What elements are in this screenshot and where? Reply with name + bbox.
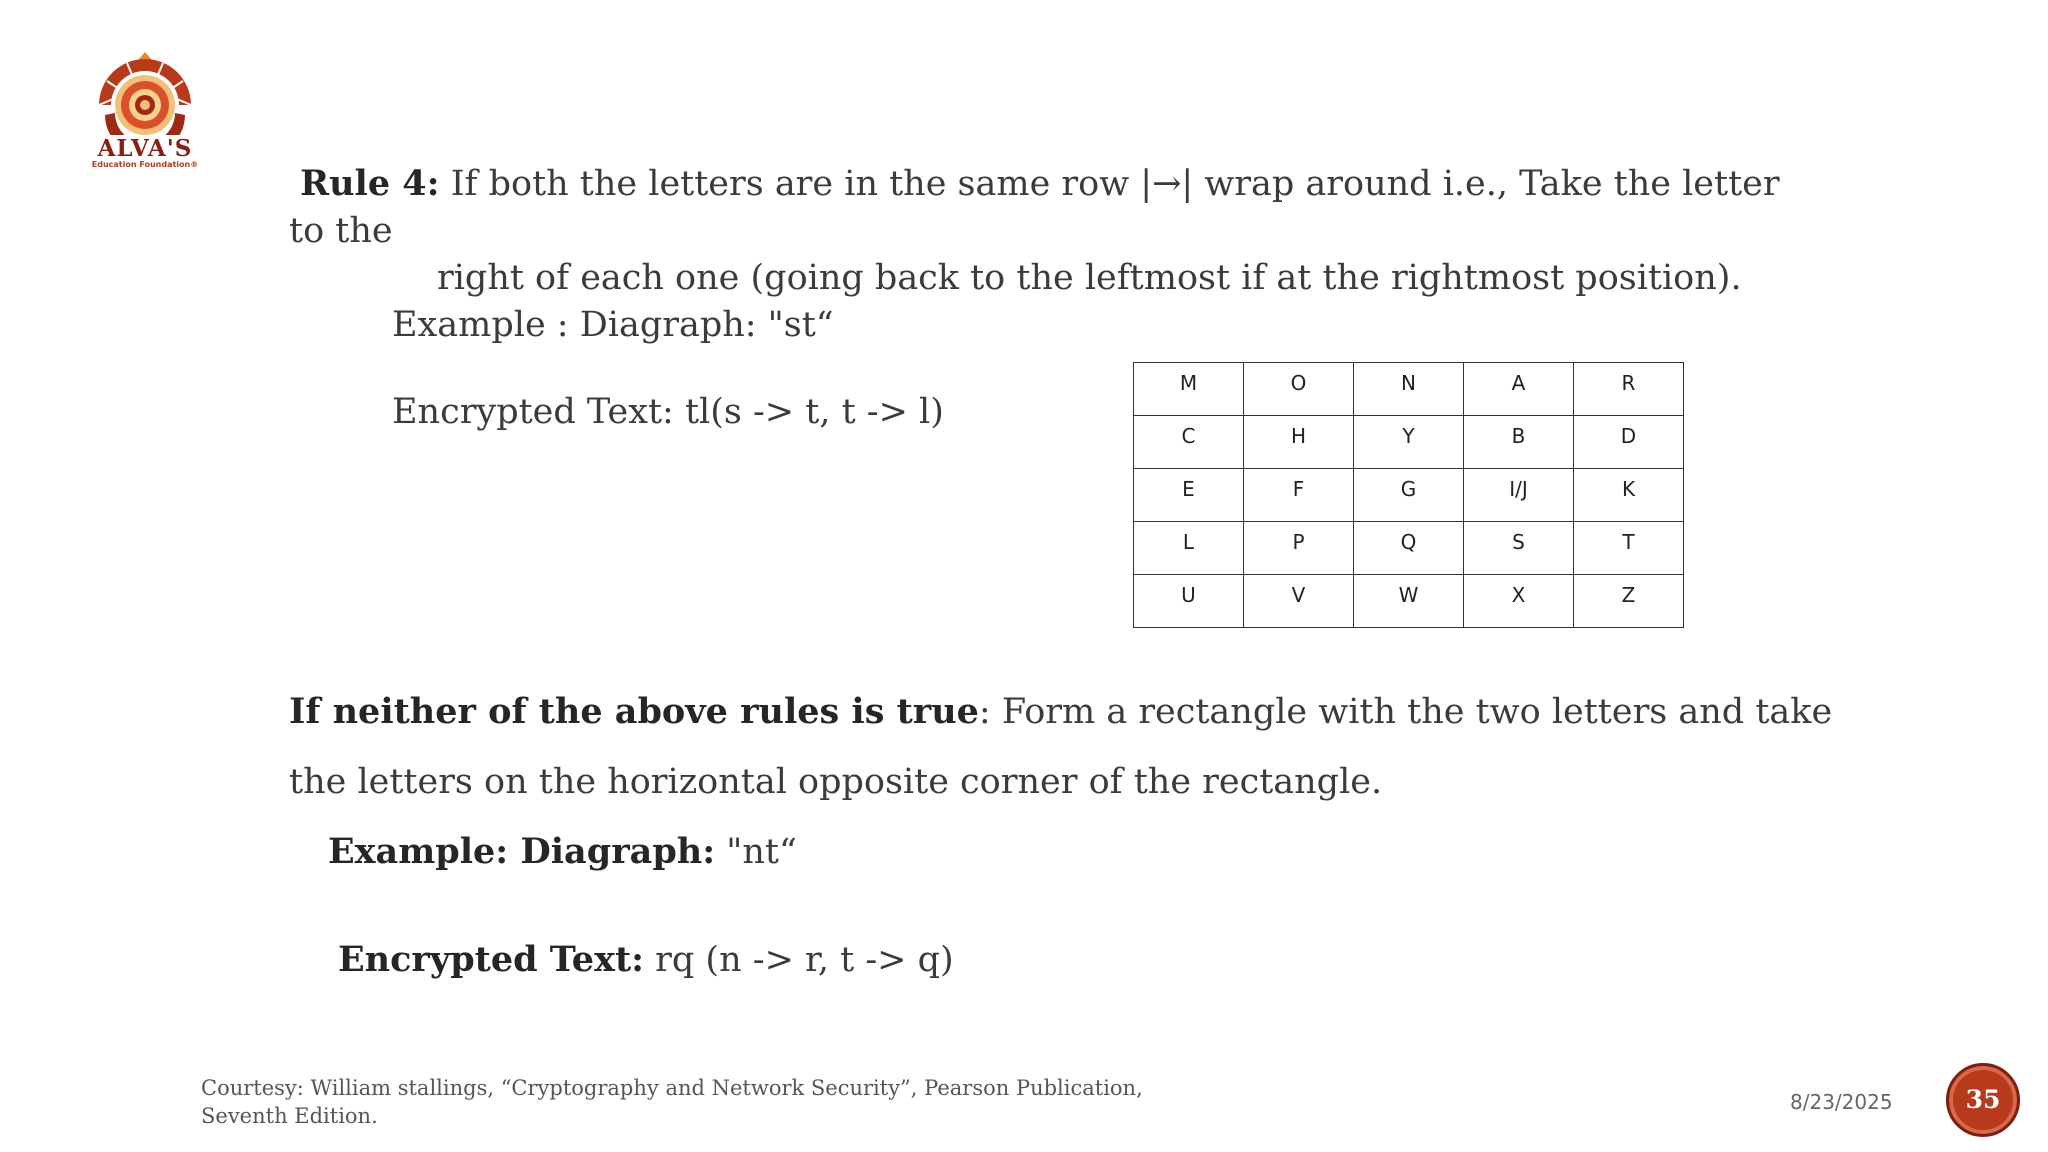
rule4-line3: right of each one (going back to the leftmost if at the rightmost position). (437, 258, 1742, 298)
matrix-cell: V (1244, 575, 1354, 628)
playfair-key-matrix (1133, 362, 1684, 628)
matrix-cell: Z (1574, 575, 1684, 628)
neither-encrypted-value: rq (n -> r, t -> q) (644, 940, 954, 980)
matrix-row (1134, 363, 1684, 416)
matrix-cell: M (1134, 363, 1244, 416)
matrix-cell: C (1134, 416, 1244, 469)
matrix-cell: R (1574, 363, 1684, 416)
matrix-cell: Y (1354, 416, 1464, 469)
matrix-cell: A (1464, 363, 1574, 416)
matrix-cell: I/J (1464, 469, 1574, 522)
rule4-label: Rule 4: (300, 163, 440, 204)
courtesy-line1: Courtesy: William stallings, “Cryptography and Network Security”, Pearson Publication, (201, 1076, 1143, 1100)
matrix-cell: B (1464, 416, 1574, 469)
matrix-row (1134, 575, 1684, 628)
alvas-logo (70, 50, 220, 175)
slide-date: 8/23/2025 (1790, 1090, 1893, 1114)
matrix-cell: X (1464, 575, 1574, 628)
rule4-line2: to the (289, 211, 393, 251)
matrix-cell: Q (1354, 522, 1464, 575)
courtesy-line2: Seventh Edition. (201, 1104, 378, 1128)
rule4-example: Example : Diagraph: "st“ (392, 305, 834, 345)
rule4-line1 (300, 162, 1780, 206)
rule4-encrypted: Encrypted Text: tl(s -> t, t -> l) (392, 392, 944, 432)
neither-label: If neither of the above rules is true (289, 691, 979, 732)
neither-example-value: "nt“ (715, 832, 797, 872)
page-number-badge: 35 (1946, 1063, 2020, 1137)
matrix-cell: G (1354, 469, 1464, 522)
matrix-cell: F (1244, 469, 1354, 522)
alvas-emblem-icon (70, 50, 220, 135)
matrix-cell: W (1354, 575, 1464, 628)
matrix-cell: P (1244, 522, 1354, 575)
matrix-cell: N (1354, 363, 1464, 416)
neither-encrypted-label: Encrypted Text: (338, 939, 645, 980)
matrix-cell: T (1574, 522, 1684, 575)
matrix-row (1134, 416, 1684, 469)
neither-example (328, 830, 797, 874)
matrix-cell: H (1244, 416, 1354, 469)
neither-example-label: Example: Diagraph: (328, 831, 716, 872)
matrix-cell: U (1134, 575, 1244, 628)
matrix-cell: K (1574, 469, 1684, 522)
logo-name: ALVA'S (97, 135, 193, 162)
neither-line1 (289, 690, 1832, 734)
matrix-cell: O (1244, 363, 1354, 416)
logo-tagline: Education Foundation® (91, 160, 199, 169)
neither-line2: the letters on the horizontal opposite corner of the rectangle. (289, 762, 1383, 802)
matrix-cell: S (1464, 522, 1574, 575)
matrix-row (1134, 522, 1684, 575)
rule4-text: If both the letters are in the same row |→| wrap around i.e., Take the letter (439, 164, 1780, 204)
matrix-cell: E (1134, 469, 1244, 522)
matrix-cell: D (1574, 416, 1684, 469)
neither-encrypted (338, 938, 954, 982)
matrix-row (1134, 469, 1684, 522)
neither-text: : Form a rectangle with the two letters and take (978, 692, 1833, 732)
matrix-cell: L (1134, 522, 1244, 575)
